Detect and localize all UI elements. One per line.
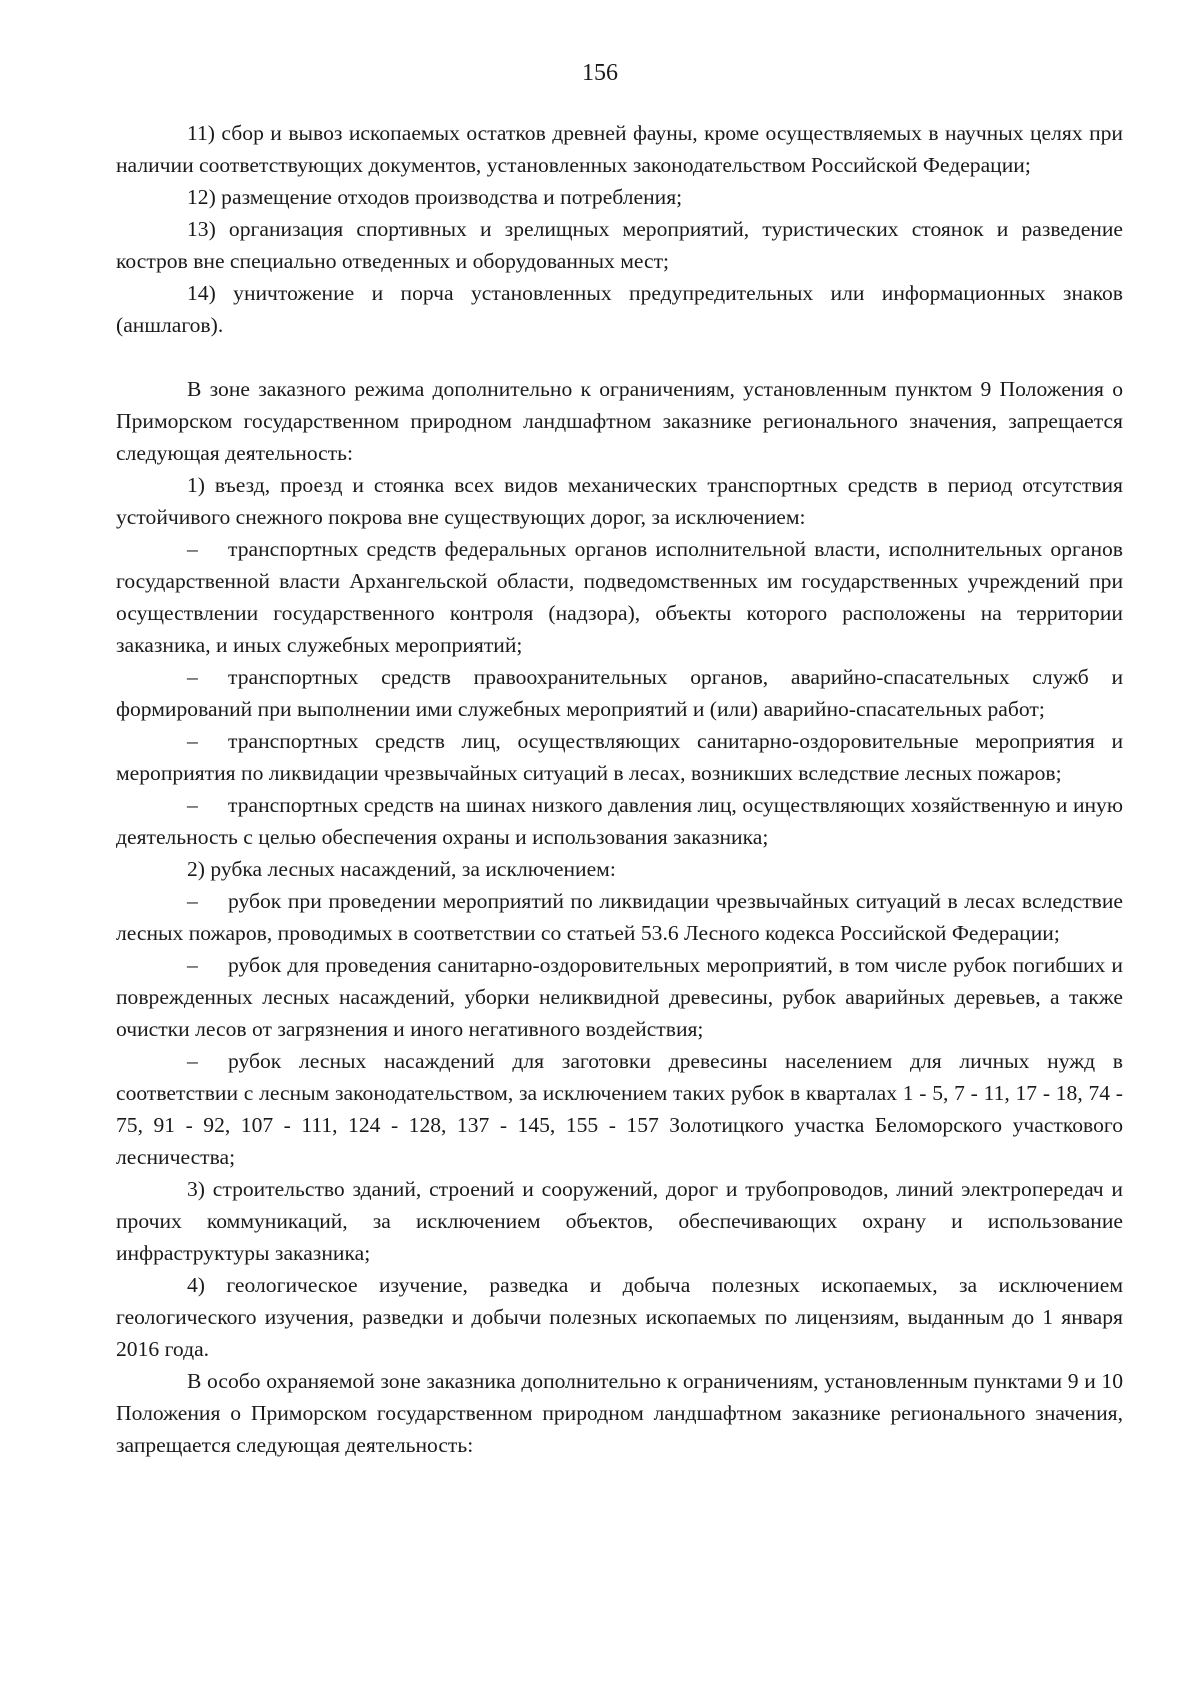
paragraph-item-14: 14) уничтожение и порча установленных предупредительных или информационных знаков (аншлагов). bbox=[116, 281, 1123, 337]
document-body bbox=[116, 117, 1123, 1461]
dash-item bbox=[116, 533, 1123, 661]
dash-item bbox=[116, 885, 1123, 949]
dash-item-text: транспортных средств на шинах низкого давления лиц, осуществляющих хозяйственную и иную деятельность с целью обеспечения охраны и использования заказника; bbox=[116, 793, 1123, 849]
page-number: 156 bbox=[582, 60, 618, 86]
paragraph-zone-regime-intro: В зоне заказного режима дополнительно к ограничениям, установленным пунктом 9 Положения о Приморском государственном природном ландшафтном заказнике регионального значения, запрещается следующая деятельность: bbox=[116, 377, 1123, 465]
paragraph-protected-zone-intro: В особо охраняемой зоне заказника дополнительно к ограничениям, установленным пунктами 9 и 10 Положения о Приморском государственном природном ландшафтном заказнике регионального значения, запрещается следующая деятельность: bbox=[116, 1369, 1123, 1457]
dash-marker: – bbox=[187, 953, 198, 977]
dash-marker: – bbox=[187, 793, 198, 817]
paragraph-gap bbox=[116, 341, 1123, 373]
paragraph-restriction-1: 1) въезд, проезд и стоянка всех видов механических транспортных средств в период отсутствия устойчивого снежного покрова вне существующих дорог, за исключением: bbox=[116, 473, 1123, 529]
dash-item bbox=[116, 661, 1123, 725]
dash-item-text: транспортных средств федеральных органов исполнительной власти, исполнительных органов государственной власти Архангельской области, подведомственных им государственных учреждений при осуществлении государственного контроля (надзора), объекты которого расположены на территории заказника, и иных служебных мероприятий; bbox=[116, 537, 1123, 657]
dash-item bbox=[116, 789, 1123, 853]
paragraph-item-13: 13) организация спортивных и зрелищных мероприятий, туристических стоянок и разведение костров вне специально отведенных и оборудованных мест; bbox=[116, 217, 1123, 273]
dash-item-text: рубок лесных насаждений для заготовки древесины населением для личных нужд в соответствии с лесным законодательством, за исключением таких рубок в кварталах 1 - 5, 7 - 11, 17 - 18, 74 - 75, 91 - 92, 107 - 111, 124 - 128, 137 - 145, 155 - 157 Золотицкого участка Беломорского участкового лесничества; bbox=[116, 1049, 1123, 1169]
dash-item-text: рубок для проведения санитарно-оздоровительных мероприятий, в том числе рубок погибших и поврежденных лесных насаждений, уборки неликвидной древесины, рубок аварийных деревьев, а также очистки лесов от загрязнения и иного негативного воздействия; bbox=[116, 953, 1123, 1041]
dash-item bbox=[116, 725, 1123, 789]
paragraph-item-11: 11) сбор и вывоз ископаемых остатков древней фауны, кроме осуществляемых в научных целях при наличии соответствующих документов, установленных законодательством Российской Федерации; bbox=[116, 121, 1123, 177]
dash-item-text: транспортных средств лиц, осуществляющих санитарно-оздоровительные мероприятия и мероприятия по ликвидации чрезвычайных ситуаций в лесах, возникших вследствие лесных пожаров; bbox=[116, 729, 1123, 785]
dash-item-text: рубок при проведении мероприятий по ликвидации чрезвычайных ситуаций в лесах вследствие лесных пожаров, проводимых в соответствии со статьей 53.6 Лесного кодекса Российской Федерации; bbox=[116, 889, 1123, 945]
dash-marker: – bbox=[187, 665, 198, 689]
dash-item bbox=[116, 949, 1123, 1045]
dash-item-text: транспортных средств правоохранительных органов, аварийно-спасательных служб и формирований при выполнении ими служебных мероприятий и (или) аварийно-спасательных работ; bbox=[116, 665, 1123, 721]
paragraph-restriction-4: 4) геологическое изучение, разведка и добыча полезных ископаемых, за исключением геологического изучения, разведки и добычи полезных ископаемых по лицензиям, выданным до 1 января 2016 года. bbox=[116, 1273, 1123, 1361]
dash-marker: – bbox=[187, 1049, 198, 1073]
dash-marker: – bbox=[187, 537, 198, 561]
dash-marker: – bbox=[187, 729, 198, 753]
dash-marker: – bbox=[187, 889, 198, 913]
paragraph-restriction-2: 2) рубка лесных насаждений, за исключением: bbox=[187, 857, 616, 881]
paragraph-item-12: 12) размещение отходов производства и потребления; bbox=[187, 185, 683, 209]
paragraph-restriction-3: 3) строительство зданий, строений и сооружений, дорог и трубопроводов, линий электропередач и прочих коммуникаций, за исключением объектов, обеспечивающих охрану и использование инфраструктуры заказника; bbox=[116, 1177, 1123, 1265]
dash-item bbox=[116, 1045, 1123, 1173]
